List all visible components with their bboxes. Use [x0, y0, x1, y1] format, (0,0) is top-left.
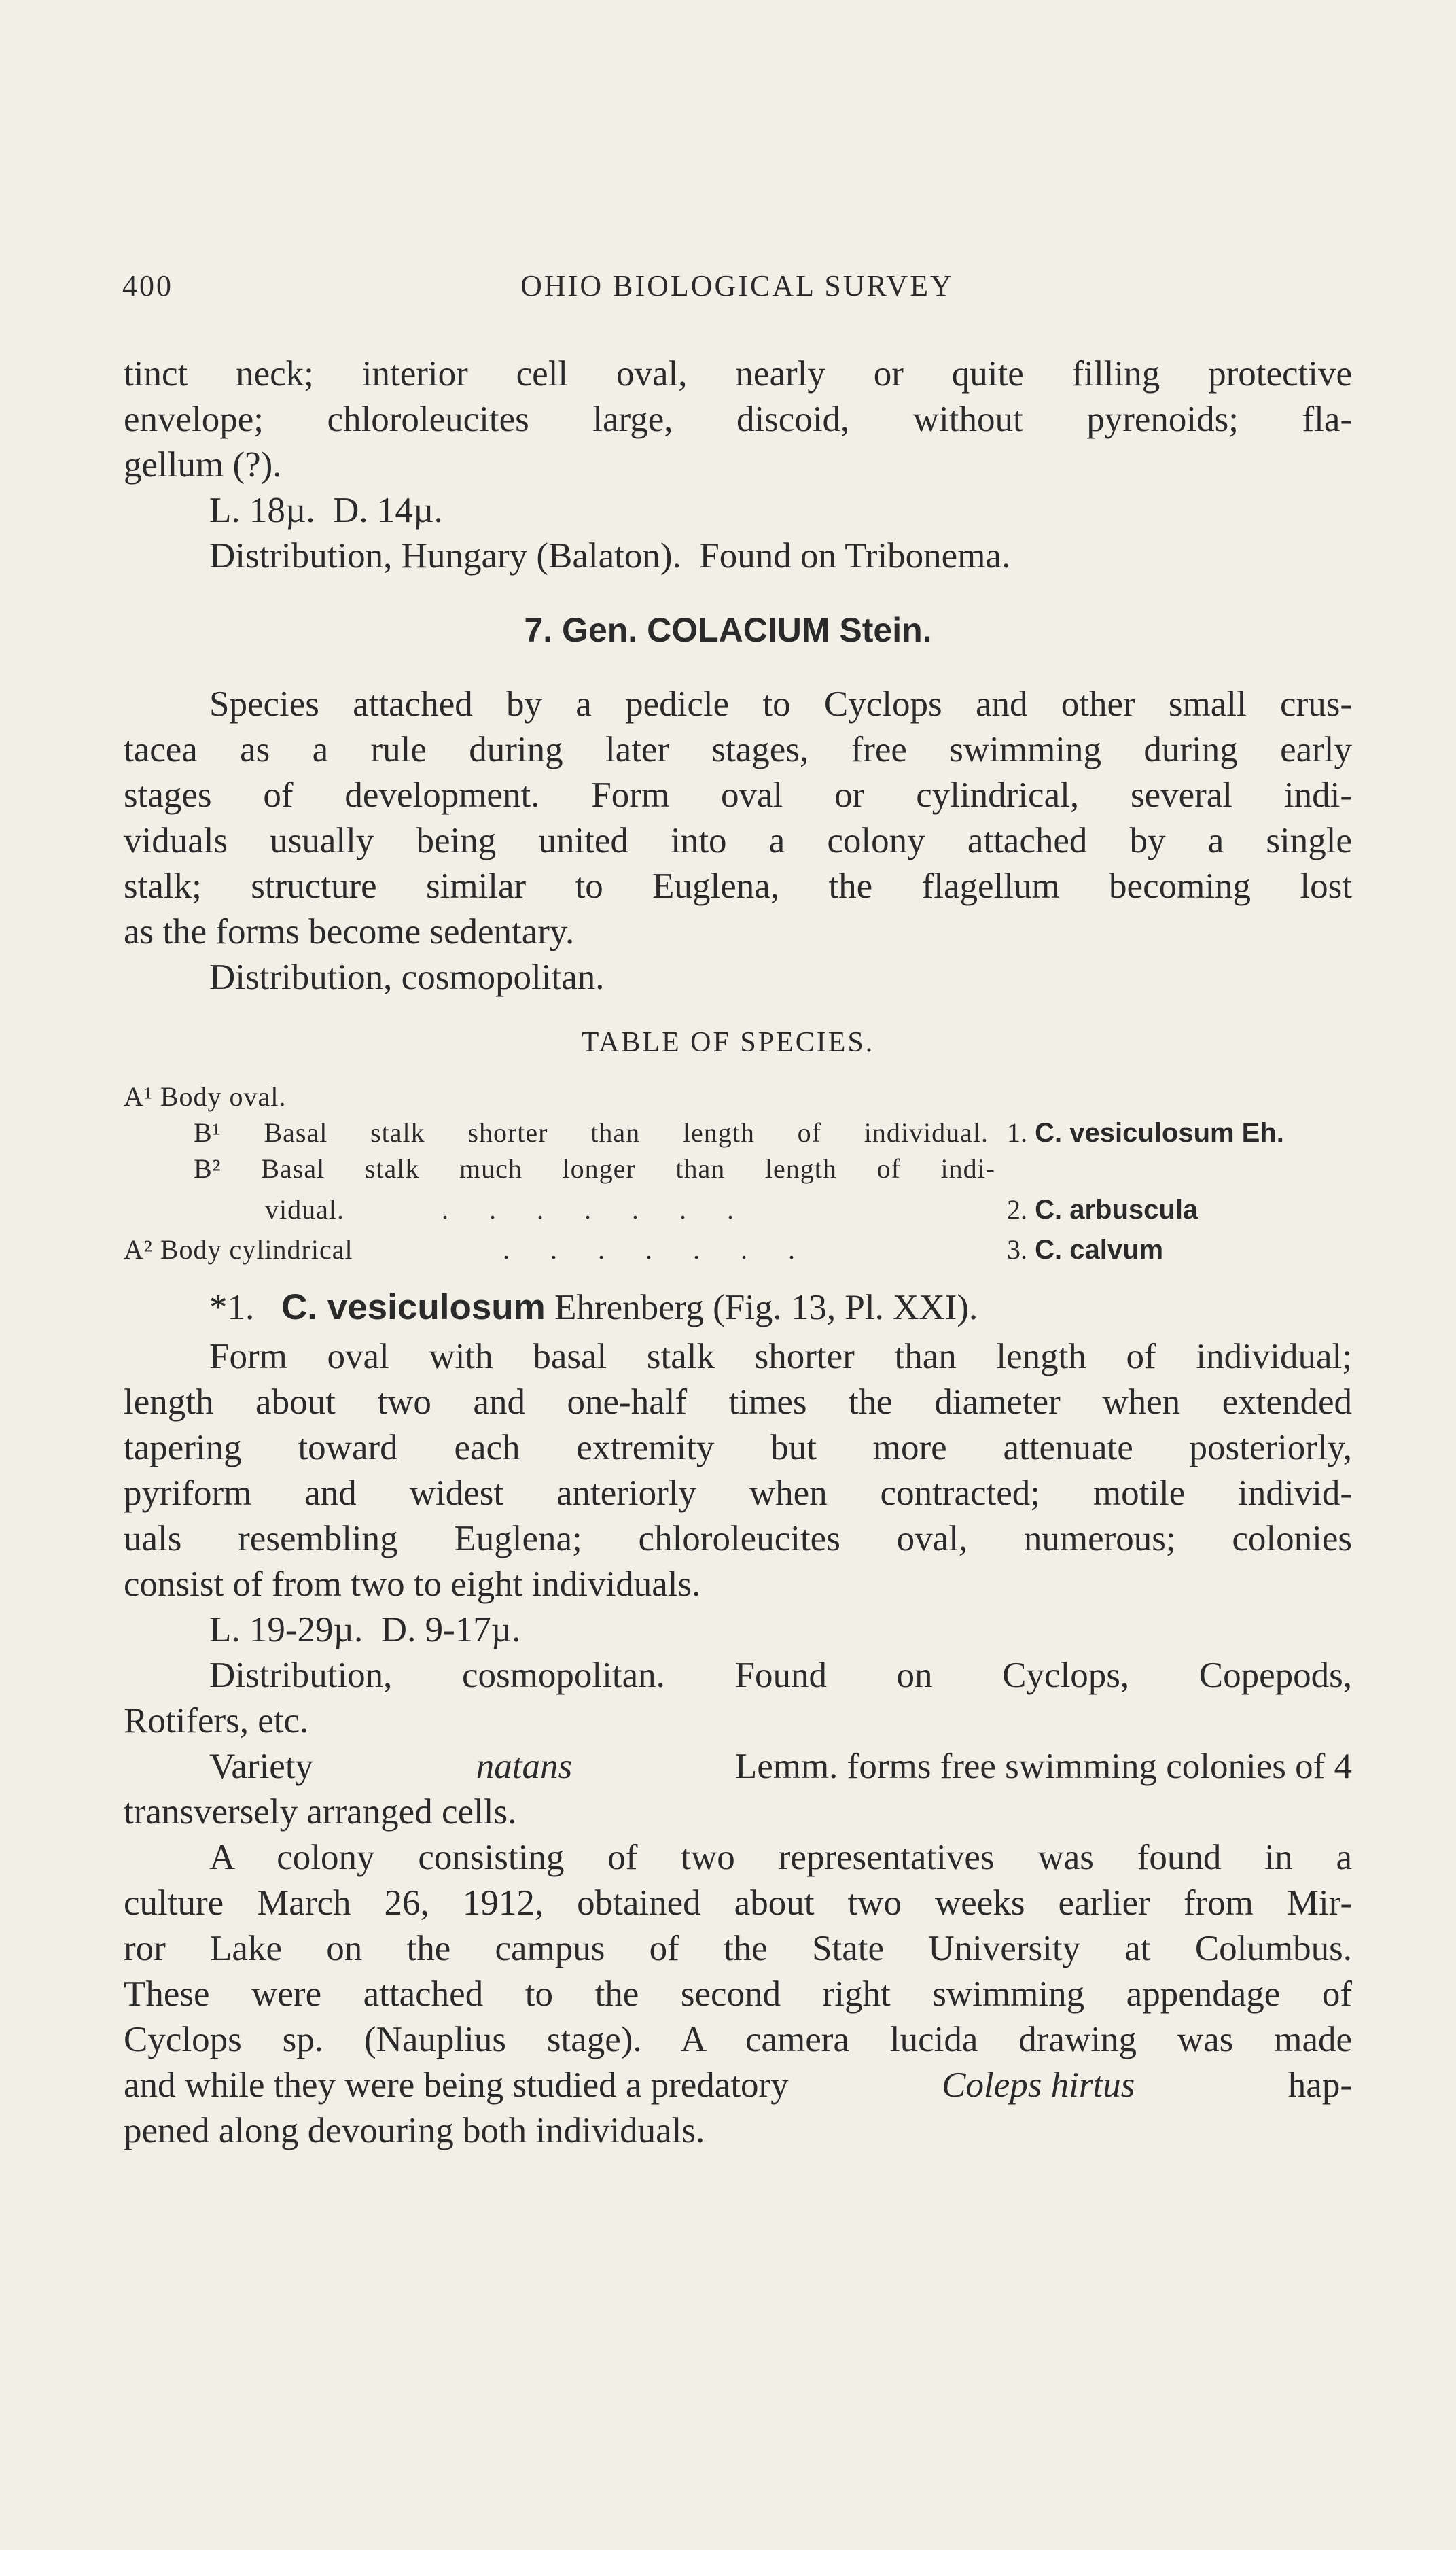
text-line: uals resembling Euglena; chloroleucites oval, numerous; colonies [124, 1519, 1352, 1558]
distribution-line: Distribution, Hungary (Balaton). Found on Tribonema. [209, 536, 1011, 576]
variety-name: natans [476, 1747, 573, 1786]
leader-dots: . . . . . . . [442, 1194, 734, 1225]
text-line: tinct neck; interior cell oval, nearly or quite filling protective [124, 354, 1352, 394]
species-name: C. vesiculosum [281, 1287, 546, 1327]
text-line: tapering toward each extremity but more attenuate posteriorly, [124, 1428, 1352, 1467]
text-line: as the forms become sedentary. [124, 912, 575, 951]
genus-heading: 7. Gen. COLACIUM Stein. [524, 611, 932, 649]
text-line: A colony consisting of two representatives was found in a [209, 1838, 1352, 1877]
variety-line: Variety natans Lemm. forms free swimming colonies of 4 [209, 1744, 1352, 1789]
measurement-line: L. 18µ. D. 14µ. [209, 491, 443, 530]
text-line: Cyclops sp. (Nauplius stage). A camera lucida drawing was made [124, 2020, 1352, 2059]
text-line: and while they were being studied a predatory Coleps hirtus hap- [124, 2063, 1352, 2108]
text-line: pyriform and widest anteriorly when contracted; motile individ- [124, 1473, 1352, 1513]
text-line: transversely arranged cells. [124, 1792, 517, 1832]
table-title: TABLE OF SPECIES. [581, 1027, 875, 1058]
text-line: envelope; chloroleucites large, discoid, without pyrenoids; fla- [124, 400, 1352, 439]
key-result-1: 1. C. vesiculosum Eh. [1007, 1117, 1284, 1148]
text-line: Form oval with basal stalk shorter than length of individual; [209, 1337, 1352, 1376]
species-mention: Coleps hirtus [942, 2065, 1135, 2105]
text-line: viduals usually being united into a colony attached by a single [124, 821, 1352, 860]
text-line: consist of from two to eight individuals. [124, 1565, 701, 1604]
key-result-2: 2. C. arbuscula [1007, 1194, 1198, 1225]
key-entry-b1: B¹ Basal stalk shorter than length of individual. [194, 1117, 989, 1148]
page-header [122, 268, 1352, 309]
key-result-3: 3. C. calvum [1007, 1234, 1164, 1265]
text-line: stages of development. Form oval or cylindrical, several indi- [124, 775, 1352, 815]
key-entry-a1: A¹ Body oval. [124, 1081, 287, 1112]
text-line: pened along devouring both individuals. [124, 2111, 705, 2150]
text-line: stalk; structure similar to Euglena, the flagellum becoming lost [124, 867, 1352, 906]
text-line: tacea as a rule during later stages, free swimming during early [124, 730, 1352, 769]
text-line: ror Lake on the campus of the State University at Columbus. [124, 1929, 1352, 1968]
distribution-line: Distribution, cosmopolitan. Found on Cyclops, Copepods, [209, 1656, 1352, 1695]
text-line: culture March 26, 1912, obtained about two weeks earlier from Mir- [124, 1883, 1352, 1923]
running-title: OHIO BIOLOGICAL SURVEY [520, 269, 954, 302]
text-line: These were attached to the second right swimming appendage of [124, 1974, 1352, 2014]
text-line: Rotifers, etc. [124, 1701, 309, 1741]
distribution-line: Distribution, cosmopolitan. [209, 958, 605, 997]
text-line: gellum (?). [124, 445, 282, 485]
key-entry-a2: A² Body cylindrical [124, 1234, 353, 1265]
key-entry-b2-cont: vidual. [265, 1194, 344, 1225]
text-line: Species attached by a pedicle to Cyclops and other small crus- [209, 684, 1352, 724]
species-heading: *1. C. vesiculosum Ehrenberg (Fig. 13, Pl. XXI). [209, 1287, 978, 1327]
page-number: 400 [122, 269, 173, 302]
leader-dots: . . . . . . . [503, 1234, 795, 1265]
measurement-line: L. 19-29µ. D. 9-17µ. [209, 1610, 521, 1649]
key-entry-b2: B² Basal stalk much longer than length of indi- [194, 1153, 995, 1184]
text-line: length about two and one-half times the diameter when extended [124, 1382, 1352, 1422]
